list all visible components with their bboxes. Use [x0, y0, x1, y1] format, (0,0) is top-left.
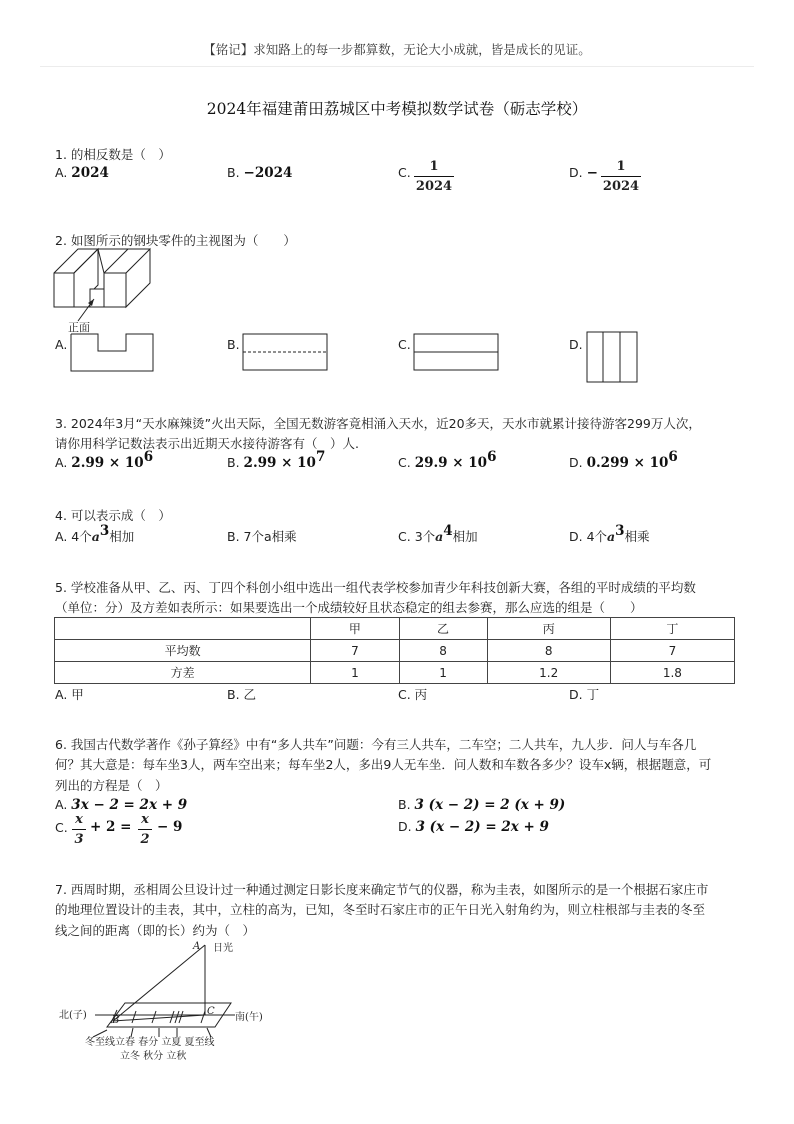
q5-option-a[interactable]: A. 甲 — [55, 687, 84, 702]
option-letter: A. — [55, 529, 68, 544]
option-pre: 3个 — [414, 529, 436, 544]
fraction-bar — [601, 176, 641, 177]
option-mantissa: 0.299 × 10 — [586, 455, 669, 471]
q6-option-c-tail: − 9 — [157, 819, 183, 835]
motto-banner: 【铭记】求知路上的每一步都算数，无论大小成就，皆是成长的见证。 — [203, 42, 591, 57]
option-value: 2024 — [71, 165, 109, 181]
option-letter: B. — [227, 455, 240, 470]
q6-option-b[interactable] — [398, 797, 565, 813]
table-cell: 1 — [399, 662, 487, 684]
option-pre: 4个 — [586, 529, 608, 544]
q3-option-a[interactable] — [55, 449, 154, 471]
q2-stem: 2. 如图所示的钢块零件的主视图为（ ） — [55, 233, 296, 248]
option-post: 相加 — [109, 529, 135, 544]
option-letter: C. — [398, 529, 411, 544]
point-b-label: B — [112, 1015, 120, 1026]
option-pre: 4个 — [71, 529, 92, 544]
q6-option-d[interactable] — [398, 819, 549, 835]
page-title: 2024年福建莆田荔城区中考模拟数学试卷（砺志学校） — [206, 100, 588, 118]
option-letter: A. — [55, 797, 68, 812]
option-exponent: 3 — [615, 523, 625, 539]
q4-option-a[interactable] — [55, 523, 135, 545]
south-label: 南(午) — [235, 1012, 263, 1023]
option-equation: 3 (x − 2) = 2x + 9 — [415, 819, 549, 835]
sunlight-ray — [113, 945, 205, 1021]
numerator: 1 — [429, 159, 439, 174]
q3-option-d[interactable] — [569, 449, 678, 471]
front-label: 正面 — [68, 321, 90, 334]
option-exponent: 3 — [99, 523, 110, 539]
q5-option-d[interactable]: D. 丁 — [569, 687, 600, 702]
q5-stem-line1: 5. 学校准备从甲、乙、丙、丁四个科创小组中选出一组代表学校参加青少年科技创新大赛，各组的平时成绩的平均数 — [55, 580, 696, 595]
q1-option-d-fraction — [601, 158, 641, 195]
table-header-cell: 甲 — [311, 618, 399, 640]
q1-option-c[interactable]: C. — [398, 165, 411, 180]
option-mantissa: 2.99 × 10 — [243, 455, 316, 471]
table-cell: 7 — [311, 640, 399, 662]
option-exponent: 6 — [668, 449, 678, 465]
table-cell: 1.8 — [610, 662, 734, 684]
q6-option-c-fraction-2 — [138, 811, 152, 848]
q5-stem-line2: （单位：分）及方差如表所示：如果要选出一个成绩较好且状态稳定的组去参赛，那么应选的组是（ ） — [55, 600, 643, 615]
north-label: 北(子) — [59, 1010, 87, 1021]
fraction-bar — [414, 176, 454, 177]
header-divider — [40, 66, 754, 67]
q2-option-d-figure[interactable] — [586, 331, 638, 383]
denominator: 2 — [140, 832, 150, 848]
table-row — [55, 662, 735, 684]
option-var: a — [607, 529, 616, 544]
table-cell: 1.2 — [487, 662, 610, 684]
q5-option-b[interactable]: B. 乙 — [227, 687, 257, 702]
table-cell: 方差 — [55, 662, 311, 684]
option-sign: − — [586, 165, 598, 181]
q2-steel-block-figure — [50, 245, 160, 335]
q2-option-a-figure[interactable] — [70, 333, 154, 373]
q3-stem-line2: 请你用科学记数法表示出近期天水接待游客有（ ）人. — [55, 436, 359, 451]
option-var: a — [435, 529, 444, 544]
q3-option-c[interactable] — [398, 449, 497, 471]
table-cell: 8 — [487, 640, 610, 662]
q7-stem-line2: 的地理位置设计的圭表，其中，立柱的高为，已知，冬至时石家庄市的正午日光入射角约为，则立柱根部与圭表的冬至 — [55, 902, 706, 917]
option-exponent: 7 — [315, 449, 326, 465]
q5-score-table — [54, 617, 735, 684]
q6-option-c[interactable]: C. — [55, 820, 68, 835]
table-header-cell — [55, 618, 311, 640]
q4-option-c[interactable] — [398, 523, 478, 545]
q7-stem-line1: 7. 西周时期，丞相周公旦设计过一种通过测定日影长度来确定节气的仪器，称为圭表，如图所示的是一个根据石家庄市 — [55, 882, 709, 897]
solar-terms-row2: 立冬 秋分 立秋 — [120, 1051, 187, 1062]
option-letter: C. — [398, 455, 411, 470]
numerator: 1 — [616, 159, 626, 174]
option-letter: D. — [569, 165, 583, 180]
option-letter: A. — [55, 455, 68, 470]
q2-option-b-figure[interactable] — [242, 333, 328, 373]
q3-option-b[interactable] — [227, 449, 326, 471]
option-exponent: 4 — [443, 523, 453, 539]
option-mantissa: 29.9 × 10 — [414, 455, 488, 471]
numerator: x — [75, 812, 83, 827]
table-cell: 1 — [311, 662, 399, 684]
option-var: a — [91, 529, 100, 544]
option-letter: A. — [55, 165, 68, 180]
q6-stem-line3: 列出的方程是（ ） — [55, 778, 168, 793]
shadow-line — [113, 1015, 205, 1021]
solar-terms-row1: 冬至线立春 春分 立夏 夏至线 — [85, 1037, 215, 1048]
q2-option-c-label[interactable]: C. — [398, 337, 411, 352]
option-equation: 3 (x − 2) = 2 (x + 9) — [414, 797, 566, 813]
option-exponent: 6 — [143, 449, 154, 465]
q6-option-c-fraction-1 — [72, 811, 86, 848]
q5-option-c[interactable]: C. 丙 — [398, 687, 428, 702]
q3-stem-line1: 3. 2024年3月“天水麻辣烫”火出天际，全国无数游客竟相涌入天水，近20多天，天水市就累计接待游客299万人次， — [55, 416, 701, 431]
table-header-cell: 乙 — [399, 618, 487, 640]
q7-gnomon-figure — [55, 935, 263, 1065]
q4-option-d[interactable] — [569, 523, 650, 545]
option-exponent: 6 — [487, 449, 497, 465]
fraction-bar — [138, 829, 152, 830]
q2-option-c-figure[interactable] — [413, 333, 499, 373]
option-letter: B. — [398, 797, 411, 812]
q6-stem-line1: 6. 我国古代数学著作《孙子算经》中有“多人共车”问题：今有三人共车，二车空；二人共车，九人步．问人与车各几 — [55, 737, 697, 752]
option-letter: B. — [227, 165, 240, 180]
option-mantissa: 2.99 × 10 — [71, 455, 144, 471]
q4-option-b[interactable] — [227, 527, 297, 545]
denominator: 2024 — [415, 179, 453, 195]
q1-option-b[interactable] — [227, 165, 292, 181]
option-post: 相加 — [452, 529, 478, 544]
table-row — [55, 640, 735, 662]
option-text: 7个a相乘 — [243, 529, 297, 544]
table-cell: 8 — [399, 640, 487, 662]
q2-option-a-label[interactable]: A. — [55, 337, 68, 352]
option-value: −2024 — [243, 165, 293, 181]
sunlight-label: 日光 — [213, 943, 233, 954]
q2-option-b-label[interactable]: B. — [227, 337, 240, 352]
q1-option-c-fraction — [414, 158, 454, 195]
point-a-label: A — [193, 941, 201, 952]
table-header-cell: 丁 — [610, 618, 734, 640]
table-cell: 平均数 — [55, 640, 311, 662]
numerator: x — [141, 812, 149, 827]
arrow-head-icon — [88, 299, 94, 306]
option-letter: D. — [569, 529, 583, 544]
denominator: 2024 — [602, 179, 640, 195]
q1-option-d[interactable] — [569, 165, 598, 181]
q6-option-c-middle: + 2 = — [90, 819, 132, 835]
option-letter: D. — [398, 819, 412, 834]
option-equation: 3x − 2 = 2x + 9 — [71, 797, 188, 813]
table-cell: 7 — [610, 640, 734, 662]
q1-option-a[interactable] — [55, 165, 109, 181]
q4-stem: 4. 可以表示成（ ） — [55, 508, 171, 523]
option-letter: D. — [569, 455, 583, 470]
table-header-cell: 丙 — [487, 618, 610, 640]
q6-stem-line2: 何？其大意是：每车坐3人，两车空出来；每车坐2人，多出9人无车坐．问人数和车数各多少？设车x辆，根据题意，可 — [55, 757, 712, 772]
fraction-bar — [72, 829, 86, 830]
q2-option-d-label[interactable]: D. — [569, 337, 583, 352]
q7-stem-line3: 线之间的距离（即的长）约为（ ） — [55, 923, 256, 938]
option-post: 相乘 — [624, 529, 650, 544]
table-header-row — [55, 618, 735, 640]
denominator: 3 — [74, 832, 84, 848]
point-c-label: C — [207, 1006, 215, 1017]
q1-stem: 1. 的相反数是（ ） — [55, 147, 171, 162]
option-letter: B. — [227, 529, 240, 544]
